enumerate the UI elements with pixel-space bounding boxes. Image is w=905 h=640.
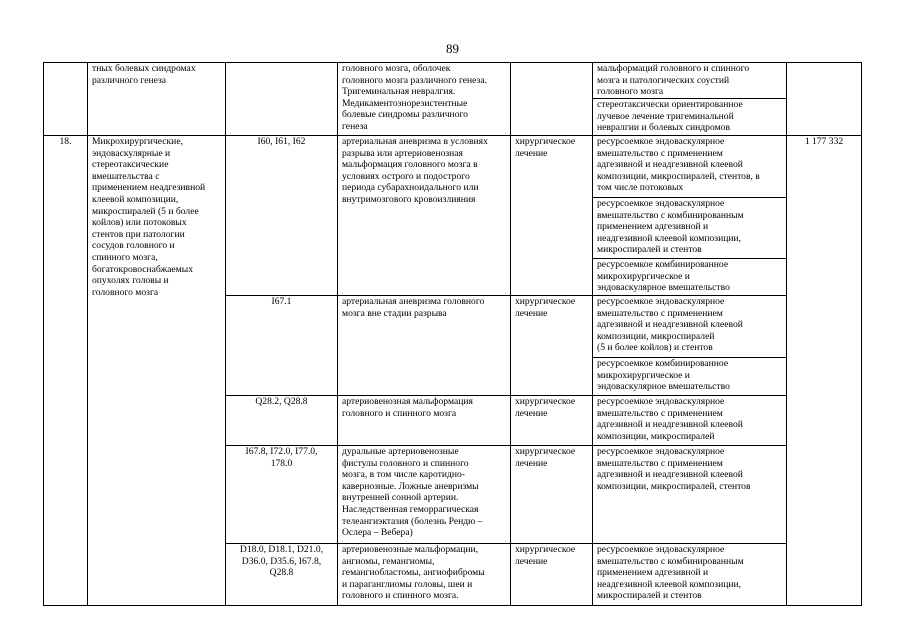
diagnosis-cell: артериовенозные мальформации, ангиомы, гемангиомы, гемангиобластомы, ангиофибромы и параганглиомы головы, шеи и головного и спинного мозга. — [338, 544, 511, 606]
treatment-type-cell — [511, 63, 593, 136]
diagnosis-cell: артериовенозная мальформация головного и спинного мозга — [338, 396, 511, 446]
method-cell: ресурсоемкое комбинированное микрохирургическое и эндоваскулярное вмешательство — [593, 358, 787, 396]
method-cell: ресурсоемкое эндоваскулярное вмешательство с применением адгезивной и неадгезивной клеевой композиции, микроспиралей (5 и более койлов) и стентов — [593, 296, 787, 358]
icd-codes-cell: I67.8, I72.0, I77.0, 178.0 — [226, 446, 338, 544]
cost-cell — [787, 63, 862, 136]
method-cell: ресурсоемкое эндоваскулярное вмешательство с комбинированным применением адгезивной и неадгезивной клеевой композиции, микроспиралей и стентов — [593, 198, 787, 259]
icd-codes-cell: I60, I61, I62 — [226, 136, 338, 296]
method-cell: ресурсоемкое эндоваскулярное вмешательство с применением адгезивной и неадгезивной клеевой композиции, микроспиралей, стентов, в том числе потоковых — [593, 136, 787, 198]
page-number: 89 — [446, 41, 459, 56]
diagnosis-cell: артериальная аневризма в условиях разрыва или артериовенозная мальформация головного мозга в условиях острого и подострого периода субарахноидального или внутримозгового кровоизлияния — [338, 136, 511, 296]
method-cell: ресурсоемкое эндоваскулярное вмешательство с применением адгезивной и неадгезивной клеевой композиции, микроспиралей — [593, 396, 787, 446]
method-cell: мальформаций головного и спинного мозга и патологических соустий головного мозга — [593, 63, 787, 99]
treatment-type-cell: хирургическое лечение — [511, 396, 593, 446]
treatment-type-cell: хирургическое лечение — [511, 296, 593, 396]
method-cell: стереотаксически ориентированное лучевое лечение тригеминальной невралгии и болевых синдромов — [593, 99, 787, 136]
icd-codes-cell: Q28.2, Q28.8 — [226, 396, 338, 446]
diagnosis-cell: дуральные артериовенозные фистулы головного и спинного мозга, в том числе каротидно- кавернозные. Ложные аневризмы внутренней сонной артерии. Наследственная геморрагическая телеангиэктазия (болезнь Рендю – Ослера – Вебера) — [338, 446, 511, 544]
diagnosis-cell: головного мозга, оболочек головного мозга различного генеза. Тригеминальная невралгия. Медикаментознорезистентные болевые синдромы различного генеза — [338, 63, 511, 136]
service-name-cell: тных болевых синдромах различного генеза — [88, 63, 226, 136]
method-cell: ресурсоемкое эндоваскулярное вмешательство с применением адгезивной и неадгезивной клеевой композиции, микроспиралей, стентов — [593, 446, 787, 544]
treatment-type-cell: хирургическое лечение — [511, 136, 593, 296]
icd-codes-cell — [226, 63, 338, 136]
icd-codes-cell: D18.0, D18.1, D21.0, D36.0, D35.6, I67.8, Q28.8 — [226, 544, 338, 606]
treatment-type-cell: хирургическое лечение — [511, 544, 593, 606]
row-number-cell: 18. — [44, 136, 88, 606]
method-cell: ресурсоемкое эндоваскулярное вмешательство с комбинированным применением адгезивной и неадгезивной клеевой композиции, микроспиралей и стентов — [593, 544, 787, 606]
icd-codes-cell: I67.1 — [226, 296, 338, 396]
cost-cell: 1 177 332 — [787, 136, 862, 606]
table-row — [44, 63, 862, 99]
service-name-cell: Микрохирургические, эндоваскулярные и стереотаксические вмешательства с применением неадгезивной клеевой композиции, микроспиралей (5 и более койлов) или потоковых стентов при патологии сосудов головного и спинного мозга, богатокровоснабжаемых опухолях головы и головного мозга — [88, 136, 226, 606]
row-number-cell — [44, 63, 88, 136]
diagnosis-cell: артериальная аневризма головного мозга вне стадии разрыва — [338, 296, 511, 396]
services-table — [43, 62, 862, 606]
table-row — [44, 136, 862, 198]
treatment-type-cell: хирургическое лечение — [511, 446, 593, 544]
method-cell: ресурсоемкое комбинированное микрохирургическое и эндоваскулярное вмешательство — [593, 259, 787, 296]
